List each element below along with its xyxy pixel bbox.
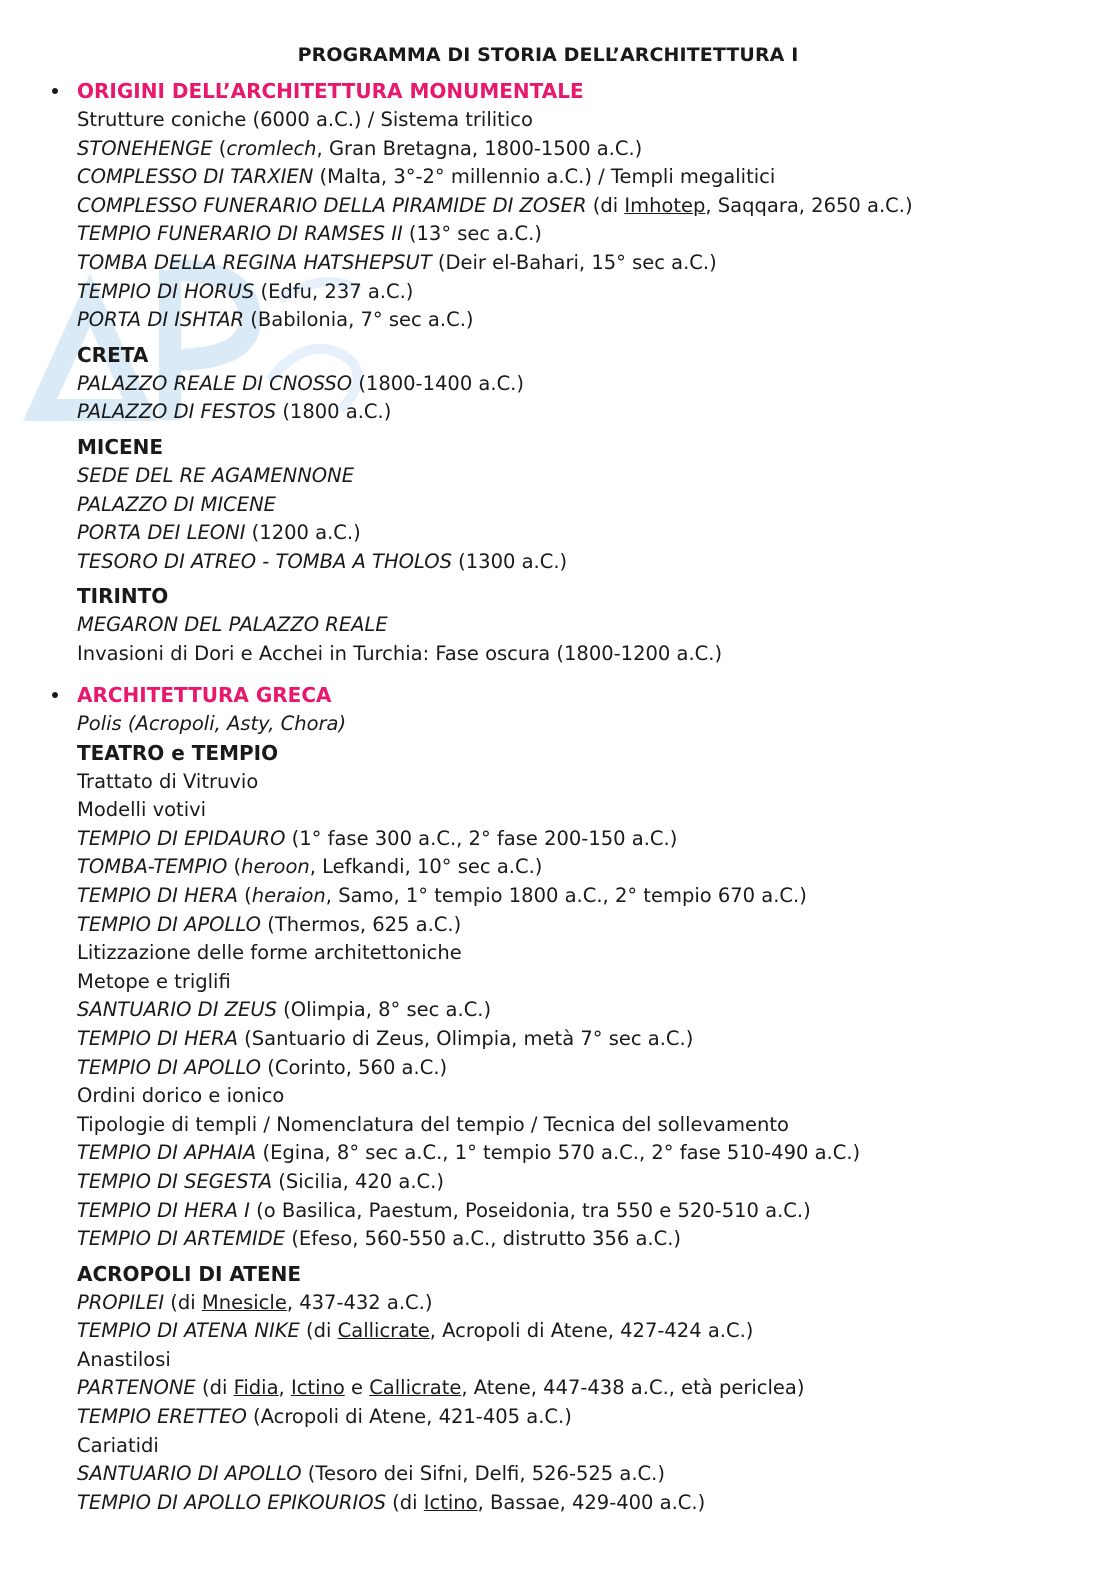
list-item: Ordini dorico e ionico: [77, 1084, 285, 1108]
list-item: PARTENONE (di Fidia, Ictino e Callicrate, Atene, 447-438 a.C., età periclea): [77, 1376, 805, 1400]
list-item: SEDE DEL RE AGAMENNONE: [77, 463, 355, 487]
subsection-title-tirinto: TIRINTO: [77, 584, 169, 609]
list-item: Trattato di Vitruvio: [77, 769, 259, 793]
list-item: TEMPIO DI APHAIA (Egina, 8° sec a.C., 1° tempio 570 a.C., 2° fase 510-490 a.C.): [77, 1141, 861, 1165]
list-item: Tipologie di templi / Nomenclatura del tempio / Tecnica del sollevamento: [77, 1112, 789, 1136]
list-item: TEMPIO DI APOLLO EPIKOURIOS (di Ictino, Bassae, 429-400 a.C.): [77, 1490, 706, 1514]
list-item: TEMPIO DI HERA I (o Basilica, Paestum, Poseidonia, tra 550 e 520-510 a.C.): [77, 1198, 811, 1222]
list-item: Metope e triglifi: [77, 969, 231, 993]
list-item: Anastilosi: [77, 1347, 171, 1371]
list-item: TEMPIO DI HORUS (Edfu, 237 a.C.): [77, 279, 414, 303]
list-item: TEMPIO DI ARTEMIDE (Efeso, 560-550 a.C., distrutto 356 a.C.): [77, 1227, 682, 1251]
list-item: TOMBA DELLA REGINA HATSHEPSUT (Deir el-Bahari, 15° sec a.C.): [77, 250, 717, 274]
list-item: TEMPIO DI HERA (heraion, Samo, 1° tempio 1800 a.C., 2° tempio 670 a.C.): [77, 883, 807, 907]
section-origini: [48, 77, 1088, 669]
list-item: PORTA DI ISHTAR (Babilonia, 7° sec a.C.): [77, 308, 474, 332]
subsection-title-acropoli: ACROPOLI DI ATENE: [77, 1261, 302, 1286]
list-item: SANTUARIO DI APOLLO (Tesoro dei Sifni, Delfi, 526-525 a.C.): [77, 1462, 665, 1486]
list-item: Modelli votivi: [77, 798, 207, 822]
page-title: PROGRAMMA DI STORIA DELL’ARCHITETTURA I: [297, 44, 799, 66]
list-item: MEGARON DEL PALAZZO REALE: [77, 613, 388, 637]
section-heading: ARCHITETTURA GRECA: [77, 683, 332, 707]
list-item: TEMPIO FUNERARIO DI RAMSES II (13° sec a.C.): [77, 222, 542, 246]
list-item: PALAZZO DI FESTOS (1800 a.C.): [77, 400, 392, 424]
list-item: TEMPIO ERETTEO (Acropoli di Atene, 421-405 a.C.): [77, 1405, 572, 1429]
subsection-title-micene: MICENE: [77, 434, 164, 459]
list-item: PALAZZO REALE DI CNOSSO (1800-1400 a.C.): [77, 371, 524, 395]
list-item: Invasioni di Dori e Acchei in Turchia: Fase oscura (1800-1200 a.C.): [77, 641, 723, 665]
list-item: Cariatidi: [77, 1433, 159, 1457]
list-item: COMPLESSO FUNERARIO DELLA PIRAMIDE DI ZOSER (di Imhotep, Saqqara, 2650 a.C.): [77, 193, 913, 217]
list-item: TEMPIO DI EPIDAURO (1° fase 300 a.C., 2° fase 200-150 a.C.): [77, 826, 678, 850]
list-item: SANTUARIO DI ZEUS (Olimpia, 8° sec a.C.): [77, 998, 492, 1022]
list-item: Strutture coniche (6000 a.C.) / Sistema trilitico: [77, 108, 533, 131]
list-item: Polis (Acropoli, Asty, Chora): [77, 712, 347, 735]
list-item: TOMBA-TEMPIO (heroon, Lefkandi, 10° sec a.C.): [77, 855, 543, 879]
list-item: COMPLESSO DI TARXIEN (Malta, 3°-2° millennio a.C.) / Templi megalitici: [77, 165, 776, 189]
subsection-title-creta: CRETA: [77, 342, 149, 367]
list-item: TESORO DI ATREO - TOMBA A THOLOS (1300 a.C.): [77, 549, 568, 573]
list-item: STONEHENGE (cromlech, Gran Bretagna, 1800-1500 a.C.): [77, 136, 643, 160]
list-item: TEMPIO DI ATENA NIKE (di Callicrate, Acropoli di Atene, 427-424 a.C.): [77, 1319, 754, 1343]
list-item: PALAZZO DI MICENE: [77, 492, 276, 516]
list-item: TEMPIO DI HERA (Santuario di Zeus, Olimpia, metà 7° sec a.C.): [77, 1026, 694, 1050]
list-item: TEMPIO DI SEGESTA (Sicilia, 420 a.C.): [77, 1169, 444, 1193]
list-item: PORTA DEI LEONI (1200 a.C.): [77, 521, 361, 545]
bullet-icon: [52, 88, 58, 94]
section-architettura-greca: [48, 681, 1088, 1517]
list-item: TEMPIO DI APOLLO (Corinto, 560 a.C.): [77, 1055, 448, 1079]
list-item: PROPILEI (di Mnesicle, 437-432 a.C.): [77, 1290, 433, 1314]
section-heading: ORIGINI DELL’ARCHITETTURA MONUMENTALE: [77, 79, 584, 103]
list-item: Litizzazione delle forme architettoniche: [77, 941, 462, 965]
bullet-icon: [52, 692, 58, 698]
subsection-title-teatro: TEATRO e TEMPIO: [77, 740, 279, 765]
list-item: TEMPIO DI APOLLO (Thermos, 625 a.C.): [77, 912, 462, 936]
